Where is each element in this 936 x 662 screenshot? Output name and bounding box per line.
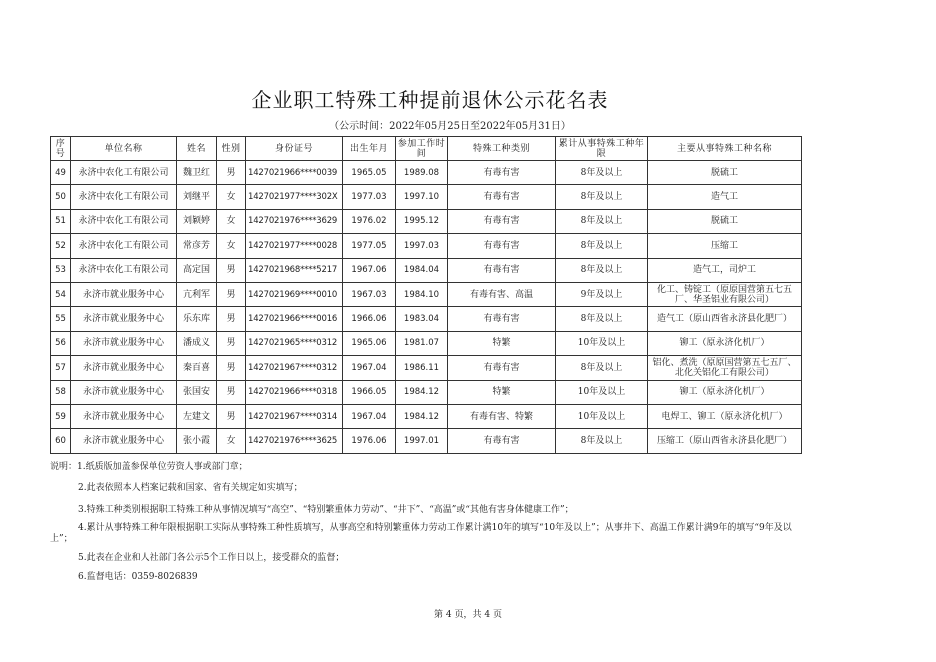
cell-seq: 57 [51, 356, 71, 380]
cell-years: 8年及以上 [556, 307, 648, 331]
cell-id-number: 1427021966****0318 [246, 380, 343, 404]
cell-seq: 53 [51, 258, 71, 282]
cell-work-start: 1984.04 [396, 258, 448, 282]
cell-seq: 51 [51, 209, 71, 233]
header-name: 姓名 [177, 137, 217, 161]
cell-id-number: 1427021968****5217 [246, 258, 343, 282]
cell-category: 有毒有害、高温 [448, 282, 556, 306]
header-years: 累计从事特殊工种年限 [556, 137, 648, 161]
cell-work-start: 1995.12 [396, 209, 448, 233]
cell-gender: 女 [217, 209, 246, 233]
cell-name: 常彦芳 [177, 234, 217, 258]
cell-unit: 永济中农化工有限公司 [71, 161, 177, 185]
cell-birth: 1967.03 [343, 282, 396, 306]
cell-seq: 50 [51, 185, 71, 209]
cell-category: 有毒有害 [448, 234, 556, 258]
header-category: 特殊工种类别 [448, 137, 556, 161]
table-row [51, 209, 802, 233]
cell-name: 高定国 [177, 258, 217, 282]
cell-job-name: 铆工（原永济化机厂） [648, 380, 802, 404]
cell-seq: 60 [51, 429, 71, 453]
cell-unit: 永济市就业服务中心 [71, 282, 177, 306]
cell-seq: 56 [51, 331, 71, 355]
cell-gender: 女 [217, 185, 246, 209]
cell-category: 特繁 [448, 380, 556, 404]
note-6: 6.监督电话：0359-8026839 [78, 572, 198, 582]
note-3: 3.特殊工种类别根据职工特殊工种从事情况填写“高空”、“特别繁重体力劳动”、“井下”、“高温”或“其他有害身体健康工作”； [78, 505, 574, 515]
cell-work-start: 1986.11 [396, 356, 448, 380]
cell-birth: 1967.04 [343, 404, 396, 428]
cell-unit: 永济中农化工有限公司 [71, 185, 177, 209]
cell-name: 魏卫红 [177, 161, 217, 185]
cell-name: 张小霞 [177, 429, 217, 453]
cell-gender: 女 [217, 234, 246, 258]
cell-seq: 59 [51, 404, 71, 428]
cell-job-name: 铝化、煮洗（原原国营第五七五厂、北化关铝化工有限公司） [648, 356, 802, 380]
cell-job-name: 造气工（原山西省永济县化肥厂） [648, 307, 802, 331]
cell-gender: 男 [217, 307, 246, 331]
roster-table [50, 136, 802, 454]
cell-unit: 永济市就业服务中心 [71, 380, 177, 404]
cell-birth: 1977.03 [343, 185, 396, 209]
cell-category: 有毒有害、特繁 [448, 404, 556, 428]
cell-gender: 女 [217, 429, 246, 453]
cell-category: 有毒有害 [448, 429, 556, 453]
cell-category: 特繁 [448, 331, 556, 355]
cell-job-name: 脱硫工 [648, 209, 802, 233]
cell-work-start: 1983.04 [396, 307, 448, 331]
cell-job-name: 铆工（原永济化机厂） [648, 331, 802, 355]
table-row [51, 331, 802, 355]
cell-seq: 58 [51, 380, 71, 404]
cell-gender: 男 [217, 161, 246, 185]
header-birth: 出生年月 [343, 137, 396, 161]
cell-gender: 男 [217, 380, 246, 404]
cell-birth: 1965.05 [343, 161, 396, 185]
cell-years: 8年及以上 [556, 234, 648, 258]
header-id-number: 身份证号 [246, 137, 343, 161]
cell-birth: 1977.05 [343, 234, 396, 258]
cell-years: 8年及以上 [556, 161, 648, 185]
cell-name: 刘颖婷 [177, 209, 217, 233]
cell-unit: 永济市就业服务中心 [71, 307, 177, 331]
cell-job-name: 造气工 [648, 185, 802, 209]
cell-seq: 54 [51, 282, 71, 306]
table-row [51, 380, 802, 404]
cell-years: 10年及以上 [556, 404, 648, 428]
cell-years: 8年及以上 [556, 185, 648, 209]
cell-category: 有毒有害 [448, 258, 556, 282]
cell-category: 有毒有害 [448, 307, 556, 331]
cell-unit: 永济中农化工有限公司 [71, 234, 177, 258]
header-seq: 序号 [51, 137, 71, 161]
table-row [51, 356, 802, 380]
table-row [51, 404, 802, 428]
table-row [51, 307, 802, 331]
cell-work-start: 1981.07 [396, 331, 448, 355]
cell-unit: 永济中农化工有限公司 [71, 209, 177, 233]
cell-work-start: 1989.08 [396, 161, 448, 185]
cell-birth: 1966.06 [343, 307, 396, 331]
cell-id-number: 1427021966****0016 [246, 307, 343, 331]
cell-work-start: 1984.10 [396, 282, 448, 306]
cell-name: 亢利军 [177, 282, 217, 306]
cell-job-name: 压缩工 [648, 234, 802, 258]
header-job-name: 主要从事特殊工种名称 [648, 137, 802, 161]
cell-name: 左建文 [177, 404, 217, 428]
cell-years: 8年及以上 [556, 209, 648, 233]
cell-gender: 男 [217, 356, 246, 380]
table-row [51, 185, 802, 209]
cell-category: 有毒有害 [448, 209, 556, 233]
cell-job-name: 电焊工、铆工（原永济化机厂） [648, 404, 802, 428]
cell-work-start: 1984.12 [396, 380, 448, 404]
cell-id-number: 1427021977****302X [246, 185, 343, 209]
cell-unit: 永济市就业服务中心 [71, 404, 177, 428]
cell-job-name: 化工、铸锭工（原原国营第五七五厂、华圣铝业有限公司） [648, 282, 802, 306]
table-header-row [51, 137, 802, 161]
cell-id-number: 1427021966****0039 [246, 161, 343, 185]
cell-years: 10年及以上 [556, 380, 648, 404]
cell-work-start: 1984.12 [396, 404, 448, 428]
cell-birth: 1965.06 [343, 331, 396, 355]
cell-id-number: 1427021976****3625 [246, 429, 343, 453]
table-body [51, 161, 802, 454]
cell-id-number: 1427021977****0028 [246, 234, 343, 258]
cell-name: 刘继平 [177, 185, 217, 209]
cell-years: 8年及以上 [556, 356, 648, 380]
table-row [51, 161, 802, 185]
cell-seq: 52 [51, 234, 71, 258]
table-row [51, 234, 802, 258]
cell-birth: 1976.06 [343, 429, 396, 453]
cell-name: 乐东库 [177, 307, 217, 331]
cell-years: 8年及以上 [556, 429, 648, 453]
cell-category: 有毒有害 [448, 185, 556, 209]
cell-seq: 49 [51, 161, 71, 185]
cell-id-number: 1427021976****3629 [246, 209, 343, 233]
cell-category: 有毒有害 [448, 356, 556, 380]
table-row [51, 258, 802, 282]
cell-name: 潘成义 [177, 331, 217, 355]
page-number: 第 4 页，共 4 页 [434, 610, 502, 620]
cell-work-start: 1997.01 [396, 429, 448, 453]
cell-seq: 55 [51, 307, 71, 331]
note-5: 5.此表在企业和人社部门各公示5个工作日以上，接受群众的监督； [78, 553, 345, 563]
header-gender: 性别 [217, 137, 246, 161]
header-work-start: 参加工作时间 [396, 137, 448, 161]
cell-unit: 永济市就业服务中心 [71, 429, 177, 453]
cell-unit: 永济中农化工有限公司 [71, 258, 177, 282]
cell-name: 秦百喜 [177, 356, 217, 380]
document-title: 企业职工特殊工种提前退休公示花名表 [251, 88, 609, 112]
note-4: 4.累计从事特殊工种年限根据职工实际从事特殊工种性质填写，从事高空和特别繁重体力劳动工作累计满10年的填写“10年及以上”；从事井下、高温工作累计满9年的填写“9年及以上”； [50, 523, 792, 544]
cell-job-name: 造气工，司炉工 [648, 258, 802, 282]
cell-category: 有毒有害 [448, 161, 556, 185]
cell-years: 8年及以上 [556, 258, 648, 282]
cell-id-number: 1427021967****0312 [246, 356, 343, 380]
cell-work-start: 1997.10 [396, 185, 448, 209]
header-unit: 单位名称 [71, 137, 177, 161]
cell-job-name: 脱硫工 [648, 161, 802, 185]
note-1: 说明：1.纸质版加盖参保单位劳资人事或部门章； [50, 462, 248, 472]
cell-gender: 男 [217, 404, 246, 428]
cell-years: 9年及以上 [556, 282, 648, 306]
cell-id-number: 1427021965****0312 [246, 331, 343, 355]
cell-birth: 1976.02 [343, 209, 396, 233]
table-row [51, 282, 802, 306]
note-2: 2.此表依照本人档案记载和国家、省有关规定如实填写； [78, 483, 303, 493]
cell-name: 张国安 [177, 380, 217, 404]
cell-birth: 1967.04 [343, 356, 396, 380]
cell-gender: 男 [217, 258, 246, 282]
cell-work-start: 1997.03 [396, 234, 448, 258]
cell-gender: 男 [217, 282, 246, 306]
cell-birth: 1967.06 [343, 258, 396, 282]
cell-job-name: 压缩工（原山西省永济县化肥厂） [648, 429, 802, 453]
cell-id-number: 1427021967****0314 [246, 404, 343, 428]
cell-id-number: 1427021969****0010 [246, 282, 343, 306]
publicity-period: （公示时间：2022年05月25日至2022年05月31日） [329, 121, 571, 132]
cell-unit: 永济市就业服务中心 [71, 356, 177, 380]
cell-birth: 1966.05 [343, 380, 396, 404]
cell-years: 10年及以上 [556, 331, 648, 355]
table-row [51, 429, 802, 453]
cell-unit: 永济市就业服务中心 [71, 331, 177, 355]
cell-gender: 男 [217, 331, 246, 355]
